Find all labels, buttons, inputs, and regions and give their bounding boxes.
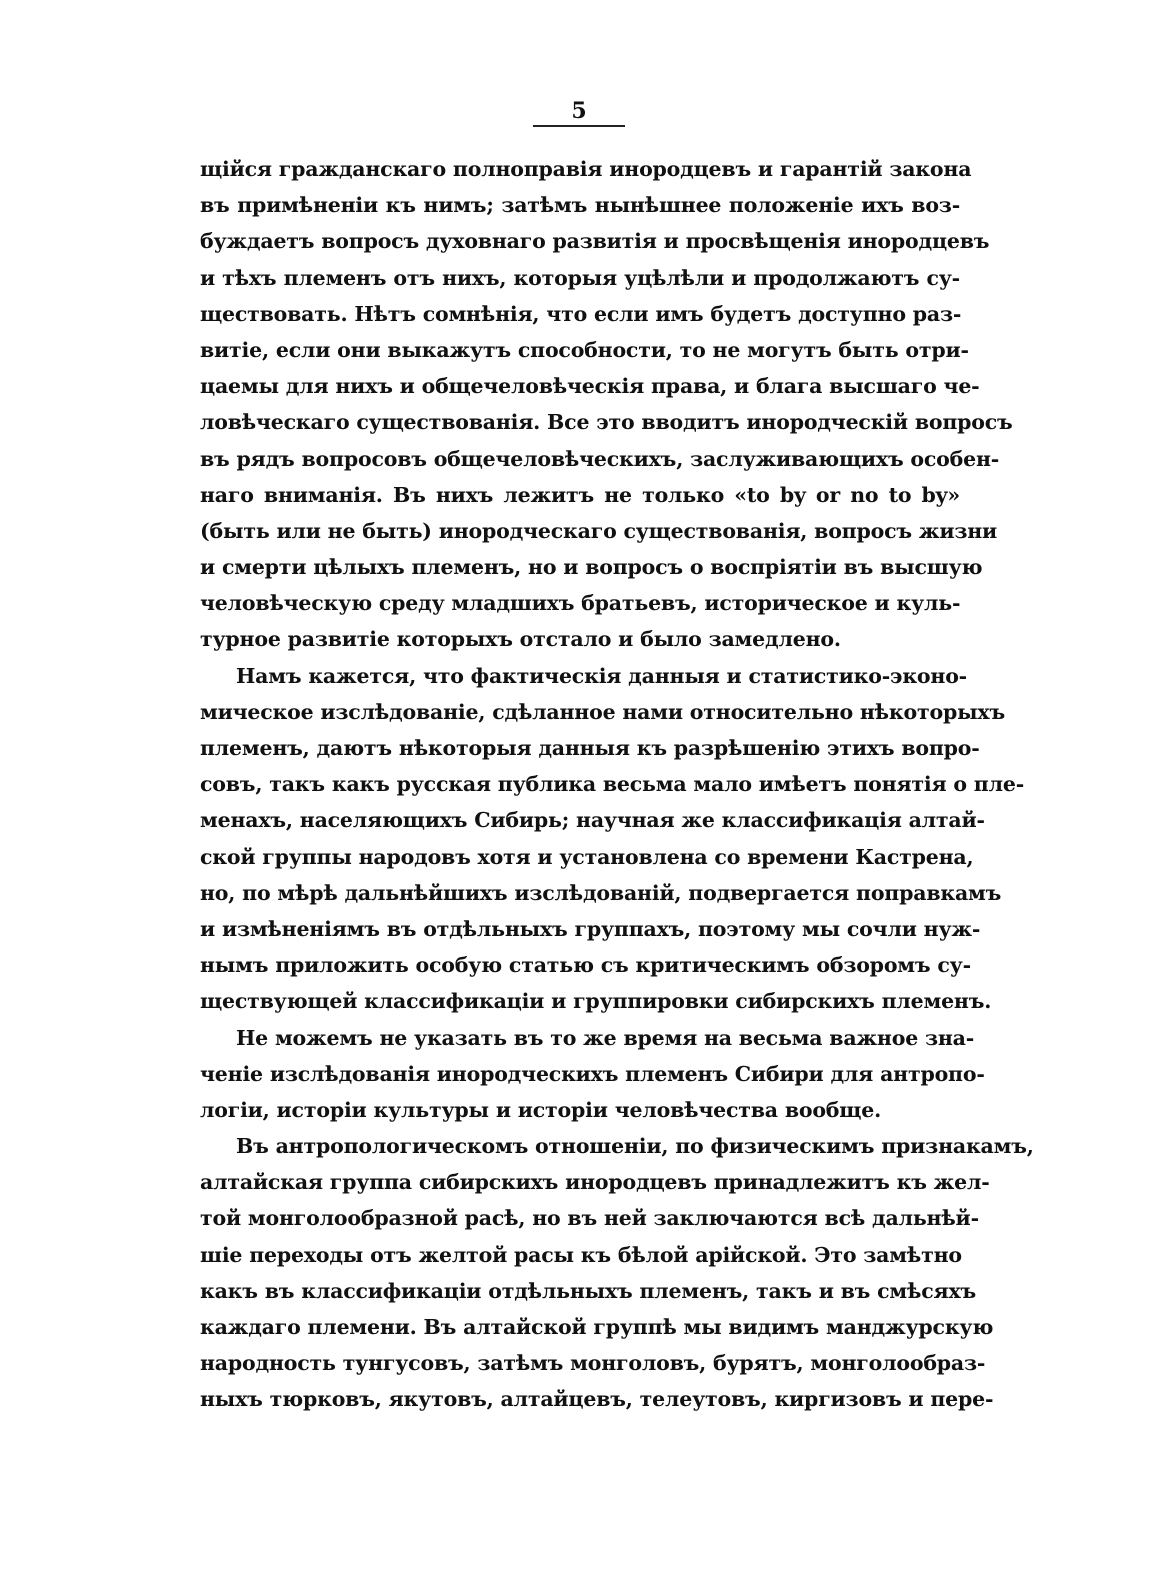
paragraph-first-line: Не можемъ не указать въ то же время на весьма важное зна- — [236, 1025, 975, 1050]
text-line: человѣческую среду младшихъ братьевъ, историческое и куль- — [200, 591, 961, 616]
text-line: менахъ, населяющихъ Сибирь; научная же классификація алтай- — [200, 808, 985, 833]
text-line: совъ, такъ какъ русская публика весьма мало имѣетъ понятія о пле- — [200, 772, 1024, 797]
text-line: народность тунгусовъ, затѣмъ монголовъ, бурятъ, монголообраз- — [200, 1351, 986, 1376]
text-line: ловѣческаго существованія. Все это вводитъ инородческій вопросъ — [200, 410, 1013, 435]
text-line: шіе переходы отъ желтой расы къ бѣлой арійской. Это замѣтно — [200, 1242, 962, 1267]
text-line: щійся гражданскаго полноправія инородцевъ и гарантій закона — [200, 157, 972, 181]
text-line: (быть или не быть) инородческаго существованія, вопросъ жизни — [200, 518, 998, 543]
text-line: ществующей классификаціи и группировки сибирскихъ племенъ. — [200, 989, 992, 1014]
text-line: и смерти цѣлыхъ племенъ, но и вопросъ о воспріятіи въ высшую — [200, 555, 983, 580]
paragraph-first-line: Въ антропологическомъ отношеніи, по физическимъ признакамъ, — [236, 1134, 1034, 1159]
page-number: 5 — [571, 98, 587, 124]
text-line: цаемы для нихъ и общечеловѣческія права, и блага высшаго че- — [200, 374, 980, 399]
text-line: и измѣненіямъ въ отдѣльныхъ группахъ, поэтому мы сочли нуж- — [200, 916, 981, 941]
text-line: турное развитіе которыхъ отстало и было замедлено. — [200, 627, 841, 652]
text-line: въ примѣненіи къ нимъ; затѣмъ нынѣшнее положеніе ихъ воз- — [200, 193, 960, 218]
text-line: буждаетъ вопросъ духовнаго развитія и просвѣщенія инородцевъ — [200, 229, 990, 254]
paragraph-first-line: Намъ кажется, что фактическія данныя и статистико-эконо- — [236, 663, 967, 688]
text-line: алтайская группа сибирскихъ инородцевъ принадлежитъ къ жел- — [200, 1170, 990, 1195]
text-line: ществовать. Нѣтъ сомнѣнія, что если имъ будетъ доступно раз- — [200, 301, 962, 326]
text-line: но, по мѣрѣ дальнѣйшихъ изслѣдованій, подвергается поправкамъ — [200, 880, 1002, 905]
text-line: какъ въ классификаціи отдѣльныхъ племенъ, такъ и въ смѣсяхъ — [200, 1278, 977, 1303]
text-line: нымъ приложить особую статью съ критическимъ обзоромъ су- — [200, 953, 971, 978]
text-line: ныхъ тюрковъ, якутовъ, алтайцевъ, телеутовъ, киргизовъ и пере- — [200, 1387, 994, 1412]
text-line: наго вниманія. Въ нихъ лежитъ не только «to by or no to by» — [200, 482, 960, 507]
body-text — [200, 151, 1034, 1418]
text-line: каждаго племени. Въ алтайской группѣ мы видимъ манджурскую — [200, 1315, 994, 1339]
text-line: ской группы народовъ хотя и установлена со времени Кастрена, — [200, 844, 974, 869]
text-line: той монголообразной расѣ, но въ ней заключаются всѣ дальнѣй- — [200, 1206, 979, 1231]
text-line: логіи, исторіи культуры и исторіи человѣчества вообще. — [200, 1097, 882, 1122]
page-number-rule — [533, 125, 625, 127]
text-line: ченіе изслѣдованія инородческихъ племенъ Сибири для антропо- — [200, 1061, 985, 1086]
text-line: въ рядъ вопросовъ общечеловѣческихъ, заслуживающихъ особен- — [200, 446, 1000, 471]
text-line: витіе, если они выкажутъ способности, то не могутъ быть отри- — [200, 337, 969, 362]
text-line: мическое изслѣдованіе, сдѣланное нами относительно нѣкоторыхъ — [200, 699, 1005, 724]
text-line: и тѣхъ племенъ отъ нихъ, которыя уцѣлѣли и продолжаютъ су- — [200, 265, 960, 290]
text-line: племенъ, даютъ нѣкоторыя данныя къ разрѣшенію этихъ вопро- — [200, 736, 980, 760]
